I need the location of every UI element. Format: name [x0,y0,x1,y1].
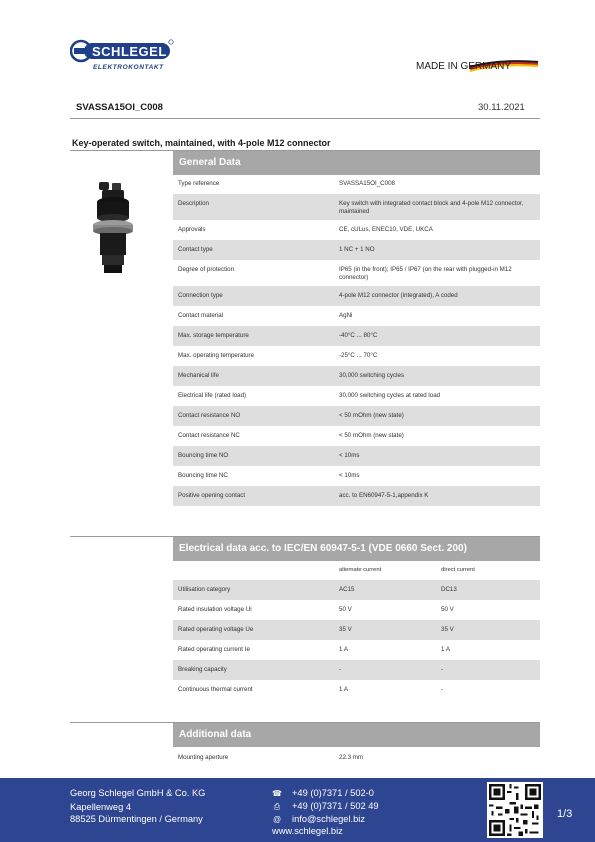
general-row-label: Description [178,200,209,207]
footer-company: Georg Schlegel GmbH & Co. KG [70,788,206,798]
footer-street: Kapellenweg 4 [70,802,131,812]
general-row-label: Contact resistance NC [178,432,240,439]
general-row-value: 30,000 switching cycles at rated load [339,392,441,399]
general-row-label: Max. storage temperature [178,332,249,339]
general-row [173,220,540,240]
general-row-value: -25°C ... 70°C [339,352,378,359]
electrical-row-label: Breaking capacity [178,666,227,673]
electrical-row-label: Continuous thermal current [178,686,253,693]
general-row-label: Mechanical life [178,372,219,379]
general-row [173,306,540,326]
electrical-row-ac: 50 V [339,606,352,613]
logo-subtitle: ELEKTROKONTAKT [93,64,164,71]
made-in-germany: MADE IN GERMANY [416,61,512,72]
footer-phone[interactable]: +49 (0)7371 / 502-0 [292,788,374,798]
general-row-value: SVASSA15OI_C008 [339,180,395,187]
electrical-row-label: Rated operating current Ie [178,646,250,653]
electrical-row-dc: - [441,666,444,673]
electrical-row [173,640,540,660]
general-row [173,426,540,446]
general-row [173,486,540,506]
product-image [82,180,142,275]
general-row-value: Key switch with integrated contact block and 4-pole M12 connector, maintained [339,200,524,215]
col-header-ac: alternate current [339,567,382,573]
general-row [173,366,540,386]
general-row-value: < 50 mOhm (new state) [339,432,404,439]
general-row-value: < 50 mOhm (new state) [339,412,404,419]
general-row [173,466,540,486]
general-row-value: CE, cULus, ENEC10, VDE, UKCA [339,226,433,233]
general-row-value: < 10ms [339,452,360,459]
general-row [173,346,540,366]
general-row-label: Approvals [178,226,206,233]
header-divider [70,118,540,119]
qr-code [487,782,543,838]
general-row [173,406,540,426]
general-row [173,240,540,260]
general-row-label: Type reference [178,180,220,187]
general-row-label: Degree of protection [178,266,235,273]
electrical-row [173,660,540,680]
electrical-row-ac: 1 A [339,686,348,693]
document-date: 30.11.2021 [478,102,525,113]
general-row-value: IP65 (in the front); IP65 / IP67 (on the rear with plugged-in M12 connector) [339,266,512,281]
general-row [173,446,540,466]
general-row [173,386,540,406]
general-row-label: Bouncing time NC [178,472,228,479]
col-header-dc: direct current [441,567,475,573]
electrical-row-dc: - [441,686,444,693]
general-row-label: Electrical life (rated load) [178,392,247,399]
electrical-row-ac: - [339,666,342,673]
footer-website[interactable]: www.schlegel.biz [272,826,343,836]
electrical-row [173,680,540,700]
svg-text:SCHLEGEL: SCHLEGEL [92,44,167,59]
electrical-row [173,580,540,600]
electrical-row [173,600,540,620]
general-row-label: Positive opening contact [178,492,246,499]
general-row [173,174,540,194]
phone-icon: ☎ [272,789,282,798]
general-row-value: acc. to EN60947-5-1,appendix K [339,492,429,499]
additional-row [173,748,540,768]
general-row [173,260,540,286]
general-row-label: Contact resistance NO [178,412,241,419]
electrical-row [173,620,540,640]
section-general-header: General Data [173,151,540,175]
footer-fax: +49 (0)7371 / 502 49 [292,801,379,811]
product-subtitle: Key-operated switch, maintained, with 4-pole M12 connector [72,138,331,148]
general-row [173,326,540,346]
electrical-row-dc: 50 V [441,606,454,613]
electrical-row-dc: 35 V [441,626,454,633]
footer-email[interactable]: info@schlegel.biz [292,814,366,824]
electrical-row-label: Rated operating voltage Ue [178,626,254,633]
electrical-row-ac: 1 A [339,646,348,653]
email-icon: @ [272,815,282,824]
general-row [173,286,540,306]
general-row-label: Connection type [178,292,223,299]
additional-row-value: 22.3 mm [339,754,364,761]
general-row-label: Contact material [178,312,224,319]
general-row-value: 30,000 switching cycles [339,372,405,379]
electrical-row-label: Rated insulation voltage Ui [178,606,252,613]
general-row-value: -40°C ... 80°C [339,332,378,339]
general-row-label: Contact type [178,246,213,253]
electrical-row-label: Utilisation category [178,586,231,593]
additional-row-label: Mounting aperture [178,754,229,761]
general-row-value: < 10ms [339,472,360,479]
fax-icon: ⎙ [273,802,281,811]
electrical-row-ac: 35 V [339,626,352,633]
general-row-value: 4-pole M12 connector (integrated), A coded [339,292,458,299]
general-row-value: 1 NC + 1 NO [339,246,375,253]
electrical-row-dc: DC13 [441,586,457,593]
section-additional-header: Additional data [173,723,540,747]
general-row-label: Max. operating temperature [178,352,255,359]
electrical-row-ac: AC15 [339,586,355,593]
footer-city: 88525 Dürmentingen / Germany [70,814,203,824]
document-id: SVASSA15OI_C008 [76,102,163,113]
electrical-row-dc: 1 A [441,646,450,653]
general-row-label: Bouncing time NO [178,452,229,459]
section-electrical-header: Electrical data acc. to IEC/EN 60947-5-1 (VDE 0660 Sect. 200) [173,537,540,561]
page-number: 1/3 [557,808,573,820]
general-row-value: AgNi [339,312,353,319]
general-row [173,194,540,220]
